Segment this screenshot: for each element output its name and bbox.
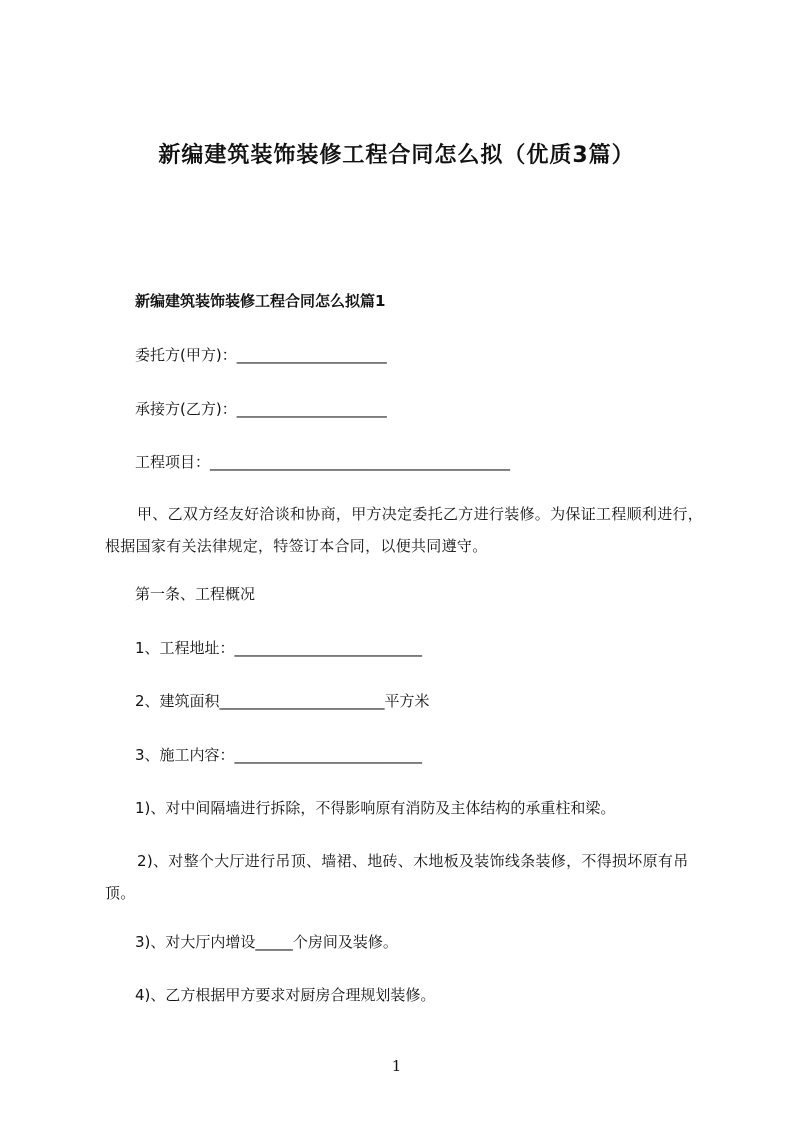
page-number: 1 xyxy=(391,1057,402,1075)
section-heading: 新编建筑装饰装修工程合同怎么拟篇1 xyxy=(135,292,386,310)
sub-item-1: 1)、对中间隔墙进行拆除，不得影响原有消防及主体结构的承重柱和梁。 xyxy=(135,799,616,817)
party-a-field: 委托方(甲方)：____________________ xyxy=(135,346,387,364)
sub-item-4: 4)、乙方根据甲方要求对厨房合理规划装修。 xyxy=(135,986,436,1004)
sub-item-2: 2)、对整个大厅进行吊顶、墙裙、地砖、木地板及装饰线条装修，不得损坏原有吊顶。 xyxy=(105,852,689,902)
intro-paragraph: 甲、乙双方经友好洽谈和协商，甲方决定委托乙方进行装修。为保证工程顺利进行，根据国家有关法律规定，特签订本合同，以便共同遵守。 xyxy=(105,505,704,555)
list-item-address: 1、工程地址：_________________________ xyxy=(135,639,423,657)
party-b-field: 承接方(乙方)：____________________ xyxy=(135,400,387,418)
project-field: 工程项目：________________________________________ xyxy=(135,453,511,471)
sub-item-3: 3)、对大厅内增设_____个房间及装修。 xyxy=(135,933,398,951)
list-item-area: 2、建筑面积______________________平方米 xyxy=(135,692,430,710)
list-item-content: 3、施工内容：_________________________ xyxy=(135,746,423,764)
article-heading: 第一条、工程概况 xyxy=(135,585,256,603)
document-title: 新编建筑装饰装修工程合同怎么拟（优质3篇） xyxy=(158,143,635,168)
